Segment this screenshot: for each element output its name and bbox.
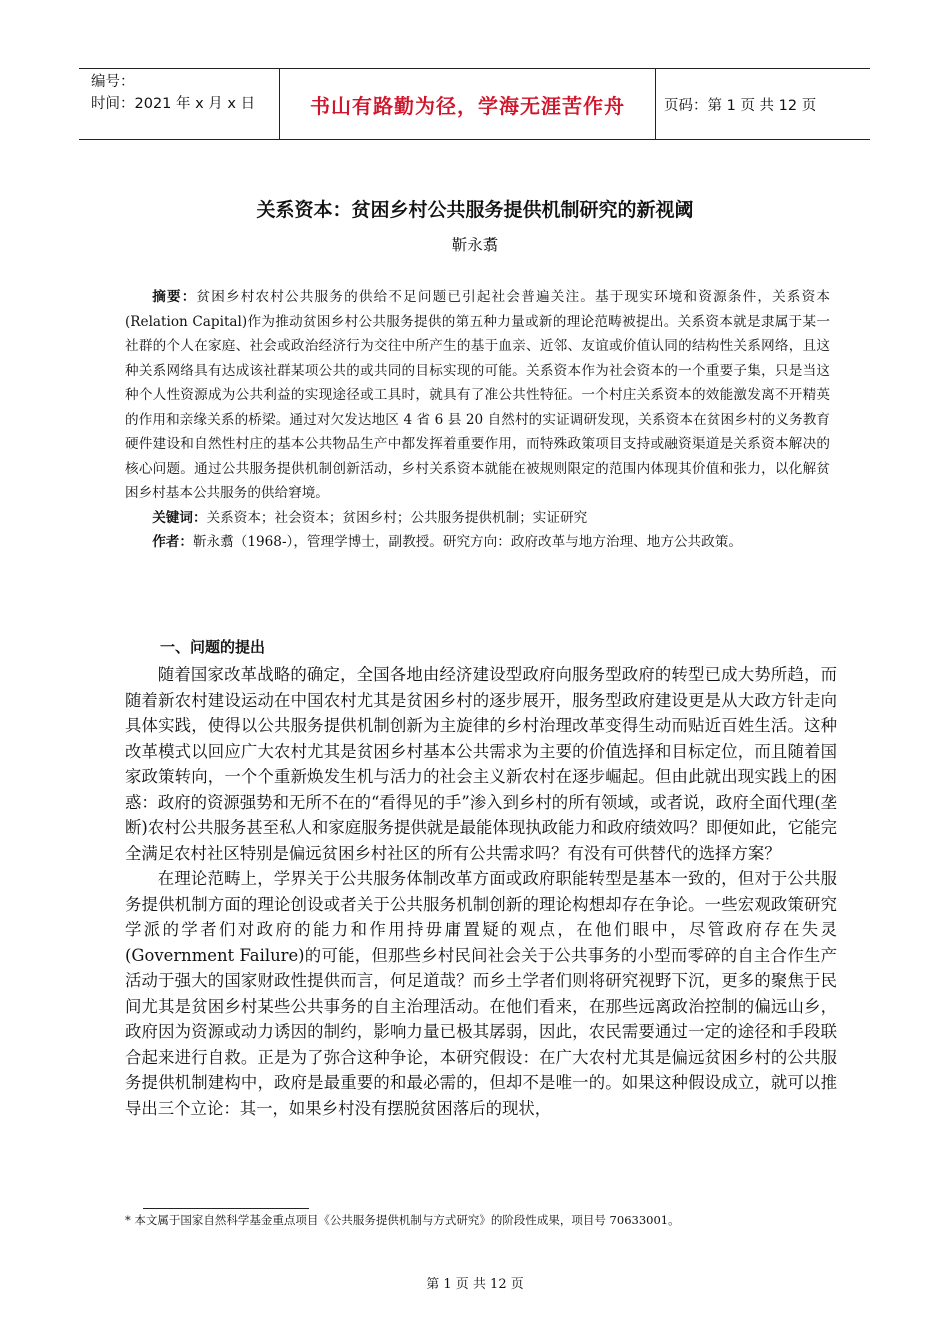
keywords-label: 关键词： [152, 509, 207, 526]
footnote-rule [143, 1208, 309, 1209]
author-info-paragraph [125, 530, 830, 555]
body-text [125, 662, 837, 1121]
footnote: * 本文属于国家自然科学基金重点项目《公共服务提供机制与方式研究》的阶段性成果，项目号 70633001。 [125, 1213, 680, 1227]
keywords-text: 关系资本；社会资本；贫困乡村；公共服务提供机制；实证研究 [206, 509, 588, 526]
body-paragraph-1: 随着国家改革战略的确定，全国各地由经济建设型政府向服务型政府的转型已成大势所趋，而随着新农村建设运动在中国农村尤其是贫困乡村的逐步展开，服务型政府建设更是从大政方针走向具体实践，使得以公共服务提供机制创新为主旋律的乡村治理改革变得生动而贴近百姓生活。这种改革模式以回应广大农村尤其是贫困乡村基本公共需求为主要的价值选择和目标定位，而且随着国家政策转向，一个个重新焕发生机与活力的社会主义新农村在逐步崛起。但由此就出现实践上的困惑：政府的资源强势和无所不在的“看得见的手”渗入到乡村的所有领域，或者说，政府全面代理(垄断)农村公共服务甚至私人和家庭服务提供就是最能体现执政能力和政府绩效吗？即便如此，它能完全满足农村社区特别是偏远贫困乡村社区的所有公共需求吗？有没有可供替代的选择方案？ [125, 665, 837, 863]
header-meta-cell [79, 69, 280, 139]
abstract-text: 贫困乡村农村公共服务的供给不足问题已引起社会普遍关注。基于现实环境和资源条件，关系资本(Relation Capital)作为推动贫困乡村公共服务提供的第五种力量或新的理论范畴被提出。关系资本就是隶属于某一社群的个人在家庭、社会或政治经济行为交往中所产生的基于血亲、近邻、友谊或价值认同的结构性关系网络，且这种关系网络具有达成该社群某项公共的或共同的目标实现的可能。关系资本作为社会资本的一个重要子集，只是当这种个人性资源成为公共利益的实现途径或工具时，就具有了准公共性特征。一个村庄关系资本的效能激发离不开精英的作用和亲缘关系的桥梁。通过对欠发达地区 4 省 6 县 20 自然村的实证调研发现，关系资本在贫困乡村的义务教育硬件建设和自然性村庄的基本公共物品生产中都发挥着重要作用，而特殊政策项目支持或融资渠道是关系资本解决的核心问题。通过公共服务提供机制创新活动，乡村关系资本就能在被规则限定的范围内体现其价值和张力，以化解贫困乡村基本公共服务的供给窘境。 [125, 289, 830, 501]
abstract-block [125, 285, 830, 555]
document-title: 关系资本：贫困乡村公共服务提供机制研究的新视阈 [256, 199, 694, 221]
author-info-text: 靳永翥（1968-），管理学博士，副教授。研究方向：政府改革与地方治理、地方公共政策。 [192, 534, 742, 550]
keywords-paragraph [125, 506, 830, 531]
author-info-label: 作者： [152, 534, 193, 550]
header-page-info: 页码：第 1 页 共 12 页 [664, 97, 817, 114]
abstract-paragraph [125, 285, 830, 506]
page-footer: 第 1 页 共 12 页 [426, 1277, 524, 1292]
page-header [79, 68, 870, 140]
section-heading: 一、问题的提出 [160, 638, 266, 656]
header-motto: 书山有路勤为径，学海无涯苦作舟 [280, 69, 656, 139]
serial-label: 编号： [91, 74, 135, 90]
time-label: 时间：2021 年 x 月 x 日 [91, 96, 256, 112]
body-paragraph-2: 在理论范畴上，学界关于公共服务体制改革方面或政府职能转型是基本一致的，但对于公共服务提供机制方面的理论创设或者关于公共服务机制创新的理论构想却存在争论。一些宏观政策研究学派的学者们对政府的能力和作用持毋庸置疑的观点，在他们眼中，尽管政府存在失灵(Government Failure)的可能，但那些乡村民间社会关于公共事务的小型而零碎的自主合作生产活动于强大的国家财政性提供而言，何足道哉？而乡土学者们则将研究视野下沉，更多的聚焦于民间尤其是贫困乡村某些公共事务的自主治理活动。在他们看来，在那些远离政治控制的偏远山乡，政府因为资源或动力诱因的制约，影响力量已极其孱弱，因此，农民需要通过一定的途径和手段联合起来进行自救。正是为了弥合这种争论，本研究假设：在广大农村尤其是偏远贫困乡村的公共服务提供机制建构中，政府是最重要的和最必需的，但却不是唯一的。如果这种假设成立，就可以推导出三个立论：其一，如果乡村没有摆脱贫困落后的现状， [125, 869, 837, 1118]
abstract-label: 摘要： [152, 289, 197, 305]
author-name: 靳永翥 [451, 236, 499, 254]
